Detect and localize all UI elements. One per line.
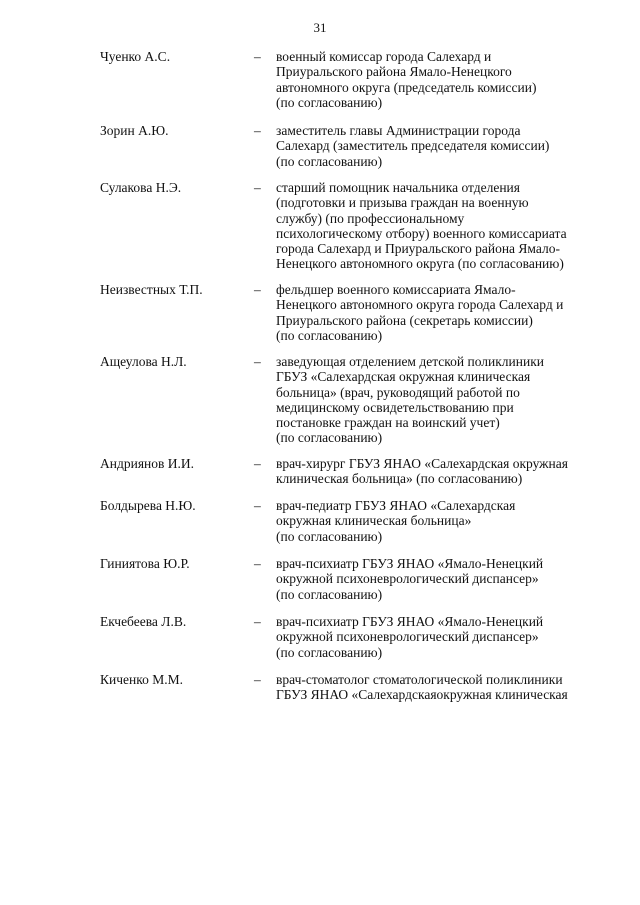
description-line: автономного округа (председатель комиссии) (276, 79, 537, 95)
member-name: Киченко М.М. (100, 672, 183, 687)
description-line: (по согласованию) (276, 153, 383, 169)
description-line: Салехард (заместитель председателя комиссии) (276, 138, 550, 154)
description-line: (по согласованию) (276, 430, 383, 446)
dash-separator: – (254, 282, 261, 297)
description-line: (по согласованию) (276, 327, 383, 343)
description-line: заместитель главы Администрации города (276, 123, 521, 138)
dash-separator: – (254, 180, 261, 195)
member-description (276, 556, 611, 602)
description-line: фельдшер военного комиссариата Ямало- (276, 282, 516, 297)
description-line: ГБУЗ ЯНАО «Салехардскаяокружная клиническая (276, 687, 568, 703)
member-description (276, 456, 611, 487)
description-line: (подготовки и призыва граждан на военную (276, 195, 529, 211)
member-name: Зорин А.Ю. (100, 123, 169, 138)
member-name: Гиниятова Ю.Р. (100, 556, 190, 571)
member-name: Ащеулова Н.Л. (100, 354, 187, 369)
description-line: медицинскому освидетельствованию при (276, 399, 514, 415)
description-line: старший помощник начальника отделения (276, 180, 520, 195)
dash-separator: – (254, 614, 261, 629)
member-name: Неизвестных Т.П. (100, 282, 203, 297)
member-description (276, 354, 611, 446)
dash-separator: – (254, 49, 261, 64)
member-name: Болдырева Н.Ю. (100, 498, 196, 513)
description-line: военный комиссар города Салехард и (276, 49, 492, 64)
dash-separator: – (254, 354, 261, 369)
member-name: Андриянов И.И. (100, 456, 194, 471)
dash-separator: – (254, 498, 261, 513)
member-description (276, 123, 611, 169)
dash-separator: – (254, 672, 261, 687)
description-line: заведующая отделением детской поликлиники (276, 354, 545, 369)
description-line: окружной психоневрологический диспансер» (276, 629, 539, 645)
description-line: врач-стоматолог стоматологической поликлиники (276, 672, 563, 687)
description-line: психологическому отбору) военного комиссариата (276, 225, 567, 241)
description-line: Ненецкого автономного округа города Салехард и (276, 297, 564, 313)
description-line: (по согласованию) (276, 586, 383, 602)
member-description (276, 672, 611, 703)
description-line: города Салехард и Приуральского района Ямало- (276, 241, 560, 257)
description-line: ГБУЗ «Салехардская окружная клиническая (276, 369, 531, 385)
page-number: 31 (313, 20, 327, 35)
member-description (276, 498, 611, 544)
member-description (276, 49, 611, 110)
member-description (276, 614, 611, 660)
dash-separator: – (254, 123, 261, 138)
description-line: врач-психиатр ГБУЗ ЯНАО «Ямало-Ненецкий (276, 556, 544, 571)
description-line: Приуральского района (секретарь комиссии) (276, 312, 533, 328)
description-line: Приуральского района Ямало-Ненецкого (276, 64, 512, 80)
dash-separator: – (254, 556, 261, 571)
description-line: (по согласованию) (276, 528, 383, 544)
member-description (276, 282, 611, 343)
member-description (276, 180, 611, 272)
description-line: службу) (по профессиональному (276, 210, 465, 226)
member-name: Екчебеева Л.В. (100, 614, 187, 629)
description-line: врач-педиатр ГБУЗ ЯНАО «Салехардская (276, 498, 516, 513)
description-line: врач-психиатр ГБУЗ ЯНАО «Ямало-Ненецкий (276, 614, 544, 629)
description-line: окружной психоневрологический диспансер» (276, 571, 539, 587)
description-line: клиническая больница» (по согласованию) (276, 471, 523, 487)
description-line: (по согласованию) (276, 94, 383, 110)
dash-separator: – (254, 456, 261, 471)
description-line: Ненецкого автономного округа (по согласованию) (276, 256, 564, 272)
description-line: окружная клиническая больница» (276, 513, 472, 529)
description-line: постановке граждан на воинский учет) (276, 415, 500, 431)
member-name: Чуенко А.С. (100, 49, 171, 64)
description-line: врач-хирург ГБУЗ ЯНАО «Салехардская окружная (276, 456, 568, 471)
description-line: больница» (врач, руководящий работой по (276, 384, 520, 400)
description-line: (по согласованию) (276, 644, 383, 660)
member-name: Сулакова Н.Э. (100, 180, 182, 195)
